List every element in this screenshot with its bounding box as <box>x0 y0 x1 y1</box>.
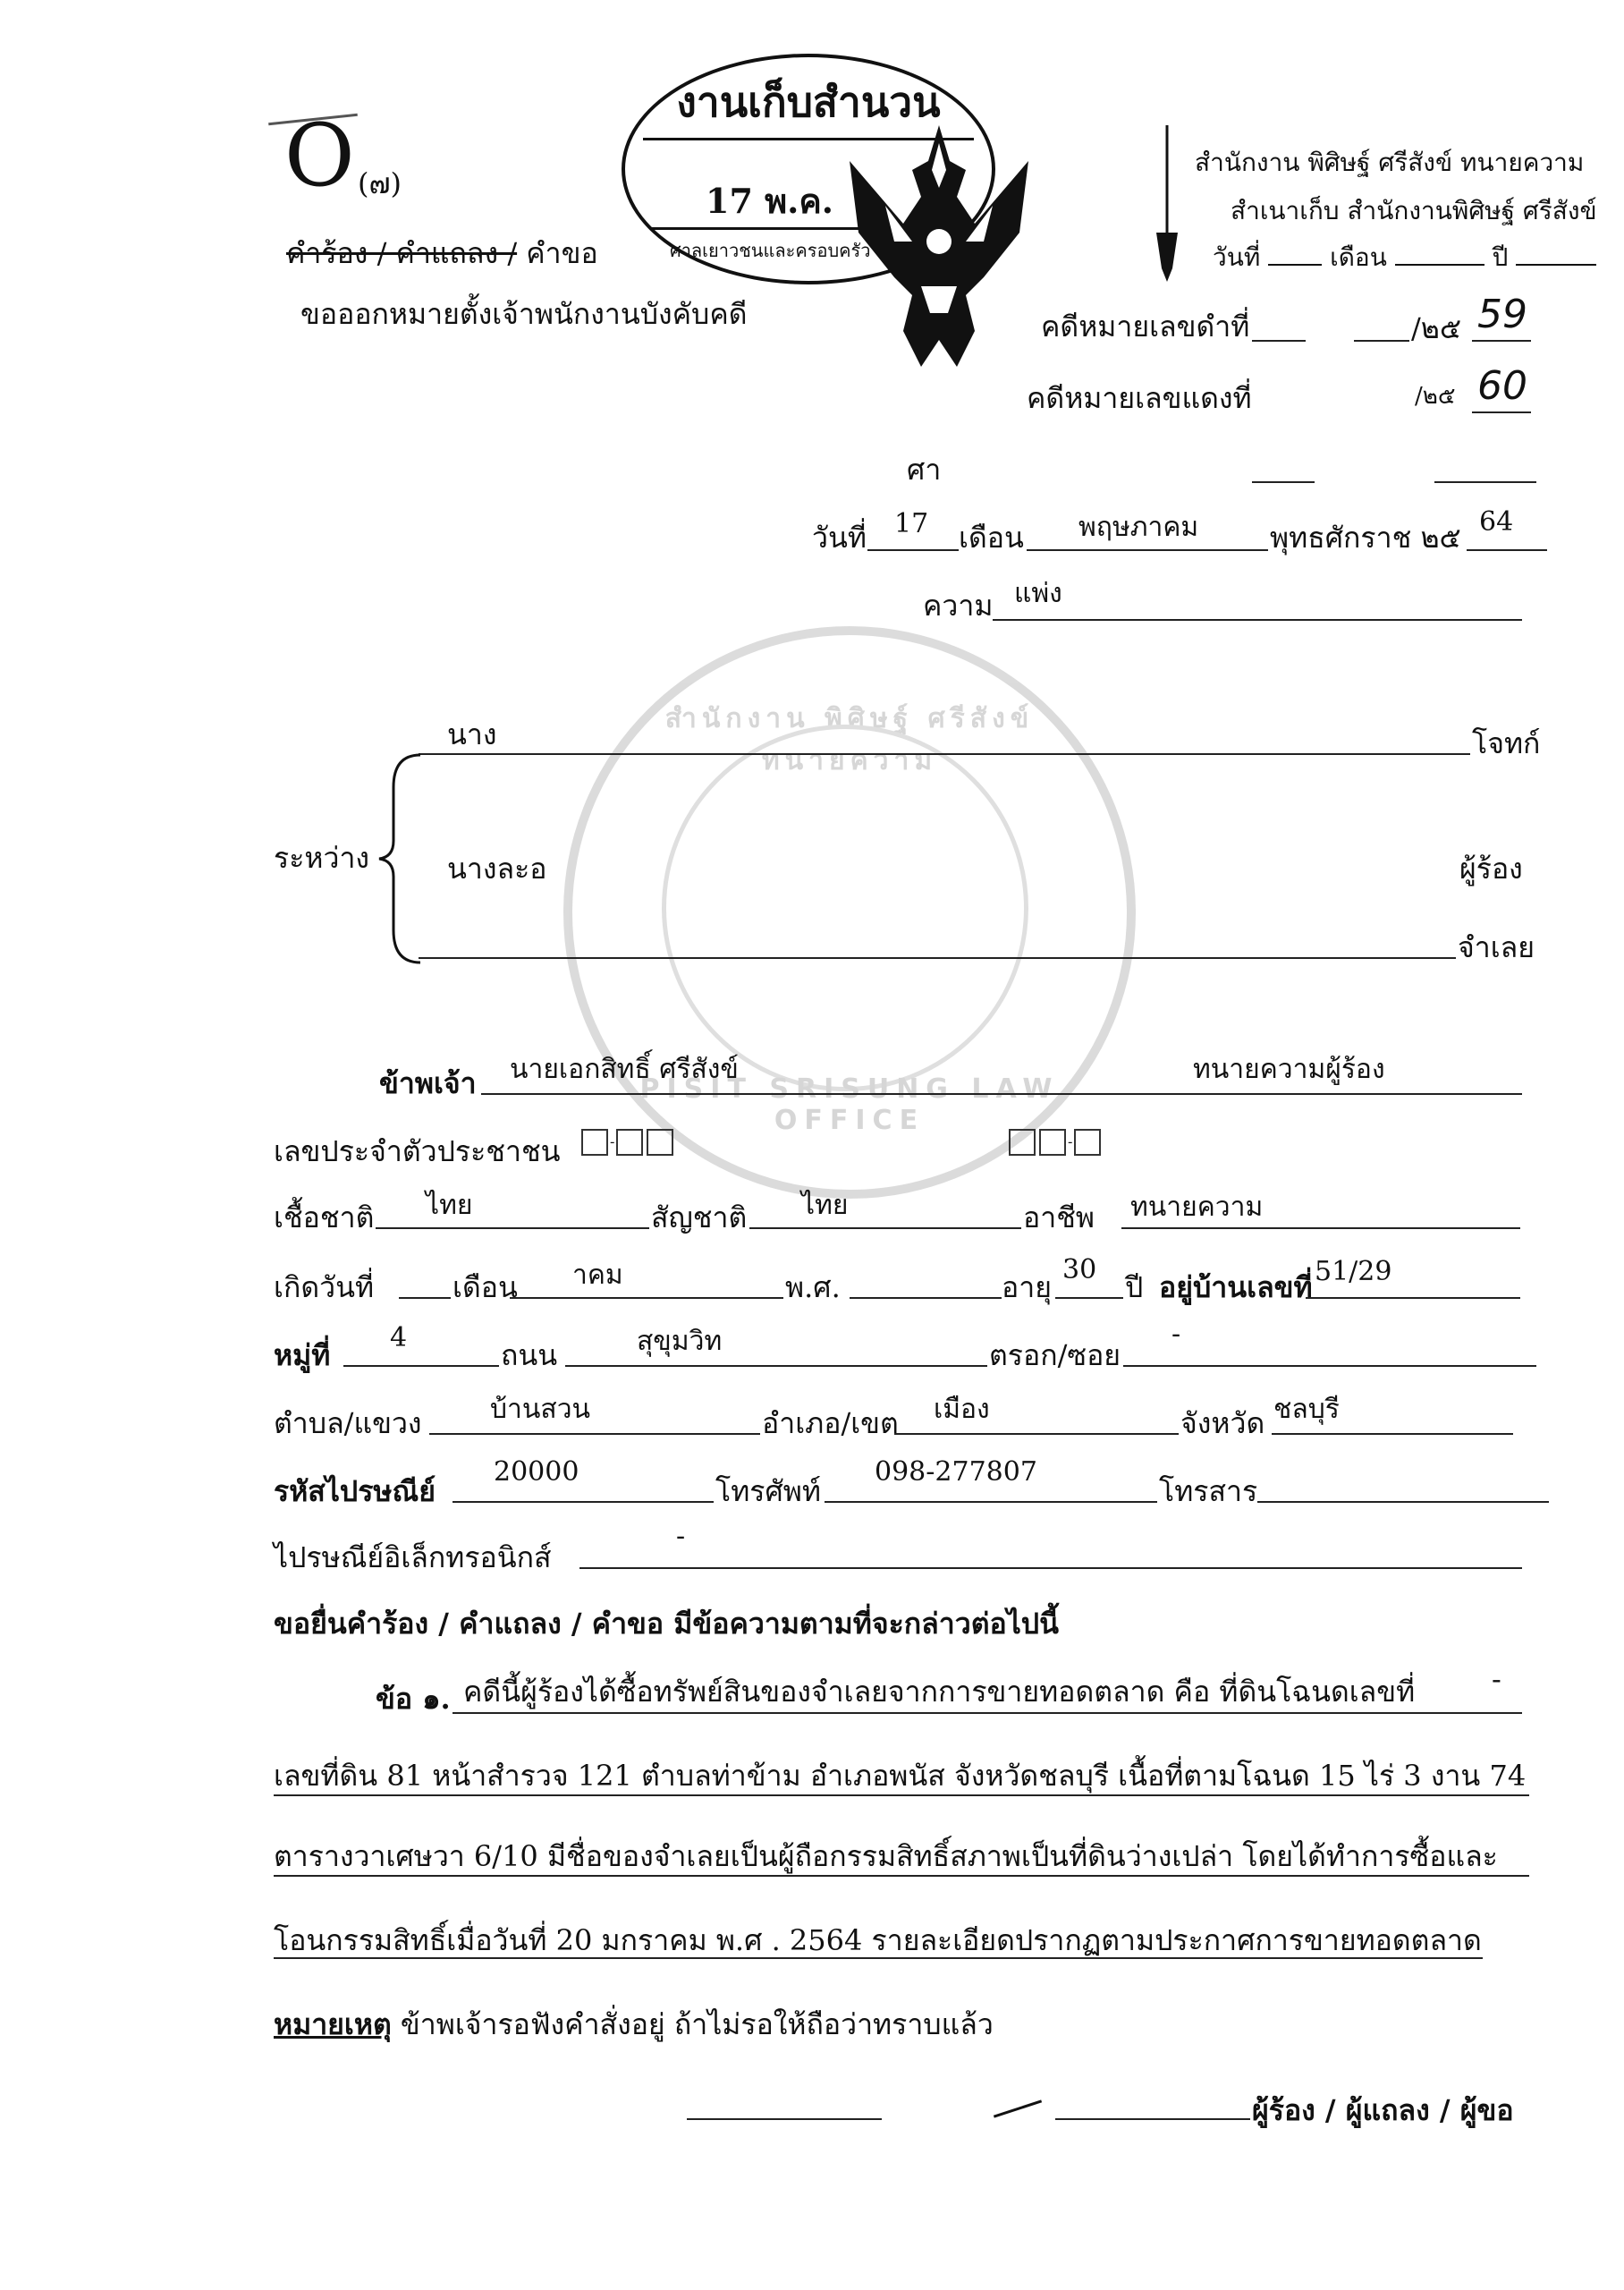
matter-label: ความ <box>923 589 994 623</box>
postal-value: 20000 <box>494 1456 579 1488</box>
race-value: ไทย <box>426 1190 473 1221</box>
soi-label: ตรอก/ซอย <box>989 1338 1121 1372</box>
person-name: นายเอกสิทธิ์ ศรีสังข์ <box>510 1054 739 1085</box>
soi-value: - <box>1171 1319 1181 1350</box>
email-label: ไปรษณีย์อิเล็กทรอนิกส์ <box>274 1540 552 1574</box>
road-line <box>565 1365 987 1367</box>
black-case-year: 59 <box>1477 292 1527 337</box>
phone-label: โทรศัพท์ <box>715 1474 821 1508</box>
watermark-bottom-text: PISIT SRISUNG LAW OFFICE <box>639 1073 1060 1136</box>
red-case-year: 60 <box>1477 363 1527 409</box>
body-line-1-rule <box>453 1712 1522 1714</box>
house-line <box>1306 1297 1520 1299</box>
defendant-role: จำเลย <box>1458 930 1535 964</box>
body-intro: ขอยื่นคำร้อง / คำแถลง / คำขอ มีข้อความตามที่จะกล่าวต่อไปนี้ <box>274 1607 1059 1641</box>
nationality-line <box>749 1227 1021 1229</box>
body-line-1: คดีนี้ผู้ร้องได้ซื้อทรัพย์สินของจำเลยจากการขายทอดตลาด คือ ที่ดินโฉนดเลขที่ <box>463 1675 1416 1709</box>
form-number-sub: (๗) <box>358 166 402 200</box>
office-year-label: ปี <box>1492 242 1509 272</box>
date-month: พฤษภาคม <box>1078 512 1199 543</box>
note-text: ข้าพเจ้ารอฟังคำสั่งอยู่ ถ้าไม่รอให้ถือว่าทราบแล้ว <box>400 2007 994 2041</box>
id-boxes: - <box>579 1129 675 1156</box>
between-brace <box>376 751 429 966</box>
stamp-court: ศาลเยาวชนและครอบครัว <box>670 240 871 261</box>
black-case-line-c <box>1472 340 1531 342</box>
body-line-1-tail: - <box>1492 1662 1501 1696</box>
type-struck: คำร้อง / คำแถลง / <box>286 236 518 270</box>
watermark-seal <box>563 626 1136 1199</box>
moo-line <box>343 1365 499 1367</box>
nationality-label: สัญชาติ <box>651 1200 748 1234</box>
petitioner-prefix: นางละอ <box>447 852 547 886</box>
postal-line <box>453 1501 714 1503</box>
postal-label: รหัสไปรษณีย์ <box>274 1474 436 1508</box>
date-month-label: เดือน <box>959 521 1024 555</box>
occupation-value: ทนายความ <box>1130 1192 1264 1223</box>
petitioner-role: ผู้ร้อง <box>1459 852 1523 886</box>
date-day-line <box>867 549 959 551</box>
moo-value: 4 <box>390 1322 408 1353</box>
body-line-2: เลขที่ดิน 81 หน้าสำรวจ 121 ตำบลท่าข้าม อำเภอพนัส จังหวัดชลบุรี เนื้อที่ตามโฉนด 15 ไร่ 3 งาน 74 <box>274 1759 1527 1793</box>
road-value: สุขุมวิท <box>637 1326 723 1357</box>
office-logo-icon <box>1149 125 1185 286</box>
be-label: พ.ศ. <box>785 1270 841 1304</box>
age-unit: ปี <box>1125 1270 1144 1304</box>
type-kept: คำขอ <box>526 236 598 270</box>
plaintiff-role: โจทก์ <box>1472 726 1541 760</box>
garuda-emblem <box>832 107 1046 376</box>
body-line-3: ตารางวาเศษวา 6/10 มีชื่อของจำเลยเป็นผู้ถือกรรมสิทธิ์สภาพเป็นที่ดินว่างเปล่า โดยได้ทำการซื้อและ <box>274 1839 1498 1873</box>
red-case-line <box>1472 411 1531 413</box>
office-filed-at: สำเนาเก็บ สำนักงานพิศิษฐ์ ศรีสังข์ <box>1231 196 1597 225</box>
nationality-value: ไทย <box>801 1190 849 1221</box>
date-year-label: พุทธศักราช ๒๕ <box>1270 521 1461 555</box>
occupation-line <box>1121 1227 1520 1229</box>
age-label: อายุ <box>1002 1270 1052 1304</box>
signature-role: ผู้ร้อง / ผู้แถลง / ผู้ขอ <box>1252 2093 1514 2127</box>
item-label: ข้อ ๑. <box>376 1682 451 1716</box>
body-line-4: โอนกรรมสิทธิ์เมื่อวันที่ 20 มกราคม พ.ศ . 2564 รายละเอียดปรากฏตามประกาศการขายทอดตลาด <box>274 1923 1482 1957</box>
house-value: 51/29 <box>1315 1256 1392 1287</box>
id-boxes-tail: - <box>1007 1129 1103 1156</box>
province-line <box>1272 1433 1513 1435</box>
birth-label: เกิดวันที่ <box>274 1270 375 1304</box>
i-label: ข้าพเจ้า <box>379 1066 477 1100</box>
amphoe-label: อำเภอ/เขต <box>762 1406 899 1440</box>
fax-label: โทรสาร <box>1159 1474 1258 1508</box>
amphoe-line <box>894 1433 1179 1435</box>
be-line <box>850 1297 1002 1299</box>
body-line-2-rule <box>274 1794 1529 1796</box>
fax-line <box>1257 1501 1549 1503</box>
office-name: สำนักงาน พิศิษฐ์ ศรีสังข์ ทนายความ <box>1195 148 1585 177</box>
red-case-label: คดีหมายเลขแดงที่ <box>1027 381 1252 415</box>
age-line <box>1055 1297 1123 1299</box>
date-day: 17 <box>894 508 929 539</box>
black-case-line-b <box>1354 340 1409 342</box>
birth-month-partial: าคม <box>572 1260 623 1291</box>
amphoe-value: เมือง <box>934 1394 990 1425</box>
email-line <box>579 1567 1522 1569</box>
person-role: ทนายความผู้ร้อง <box>1193 1054 1385 1085</box>
signature-line-b <box>1055 2118 1250 2120</box>
watermark-inner-ring <box>662 725 1028 1091</box>
birth-month-line <box>510 1297 783 1299</box>
road-label: ถนน <box>501 1338 558 1372</box>
plaintiff-line <box>419 753 1470 755</box>
email-value: - <box>676 1521 686 1552</box>
stamp-date: 17 พ.ค. <box>706 181 834 221</box>
tambon-line <box>429 1433 760 1435</box>
signature-line-a <box>687 2118 882 2120</box>
note-label: หมายเหตุ <box>274 2007 392 2041</box>
black-case-line-a <box>1252 340 1306 342</box>
court-line-b <box>1434 481 1536 483</box>
date-day-label: วันที่ <box>812 521 867 555</box>
tambon-value: บ้านสวน <box>490 1394 591 1425</box>
birth-month-label: เดือน <box>453 1270 518 1304</box>
office-month-label: เดือน <box>1330 242 1387 272</box>
occupation-label: อาชีพ <box>1023 1200 1095 1234</box>
province-value: ชลบุรี <box>1273 1394 1340 1425</box>
house-label: อยู่บ้านเลขที่ <box>1159 1270 1313 1304</box>
plaintiff-prefix: นาง <box>447 717 497 751</box>
stamp-title: งานเก็บสำนวน <box>676 78 941 126</box>
birth-day-line <box>399 1297 451 1299</box>
date-year: 64 <box>1479 506 1514 538</box>
id-label: เลขประจำตัวประชาชน <box>274 1134 561 1168</box>
phone-value: 098-277807 <box>875 1456 1037 1488</box>
person-name-line <box>481 1093 1522 1095</box>
office-date-row <box>1213 238 1596 277</box>
office-date-label: วันที่ <box>1213 242 1261 272</box>
black-case-prefix: /๒๕ <box>1411 311 1462 345</box>
form-number: O <box>284 106 355 206</box>
signature-mark <box>994 2099 1042 2117</box>
watermark-top-text: สำนักงาน พิศิษฐ์ ศรีสังข์ ทนายความ <box>664 703 1035 776</box>
province-label: จังหวัด <box>1180 1406 1265 1440</box>
race-line <box>376 1227 649 1229</box>
date-month-line <box>1027 549 1268 551</box>
matter-value: แพ่ง <box>1014 578 1062 609</box>
body-line-4-rule <box>274 1957 1483 1959</box>
black-case-label: คดีหมายเลขดำที่ <box>1041 310 1250 344</box>
soi-line <box>1123 1365 1536 1367</box>
date-year-line <box>1467 549 1547 551</box>
body-line-3-rule <box>274 1875 1529 1877</box>
between-label: ระหว่าง <box>274 841 370 875</box>
race-label: เชื้อชาติ <box>274 1200 375 1234</box>
red-case-prefix: /๒๕ <box>1415 383 1456 410</box>
court-label: ศา <box>907 453 942 487</box>
phone-line <box>825 1501 1157 1503</box>
age-value: 30 <box>1062 1254 1097 1285</box>
court-line-a <box>1252 481 1315 483</box>
matter-line <box>993 619 1522 621</box>
defendant-line <box>419 957 1456 959</box>
tambon-label: ตำบล/แขวง <box>274 1406 422 1440</box>
form-subject: ขอออกหมายตั้งเจ้าพนักงานบังคับคดี <box>300 297 748 331</box>
moo-label: หมู่ที่ <box>274 1338 331 1372</box>
